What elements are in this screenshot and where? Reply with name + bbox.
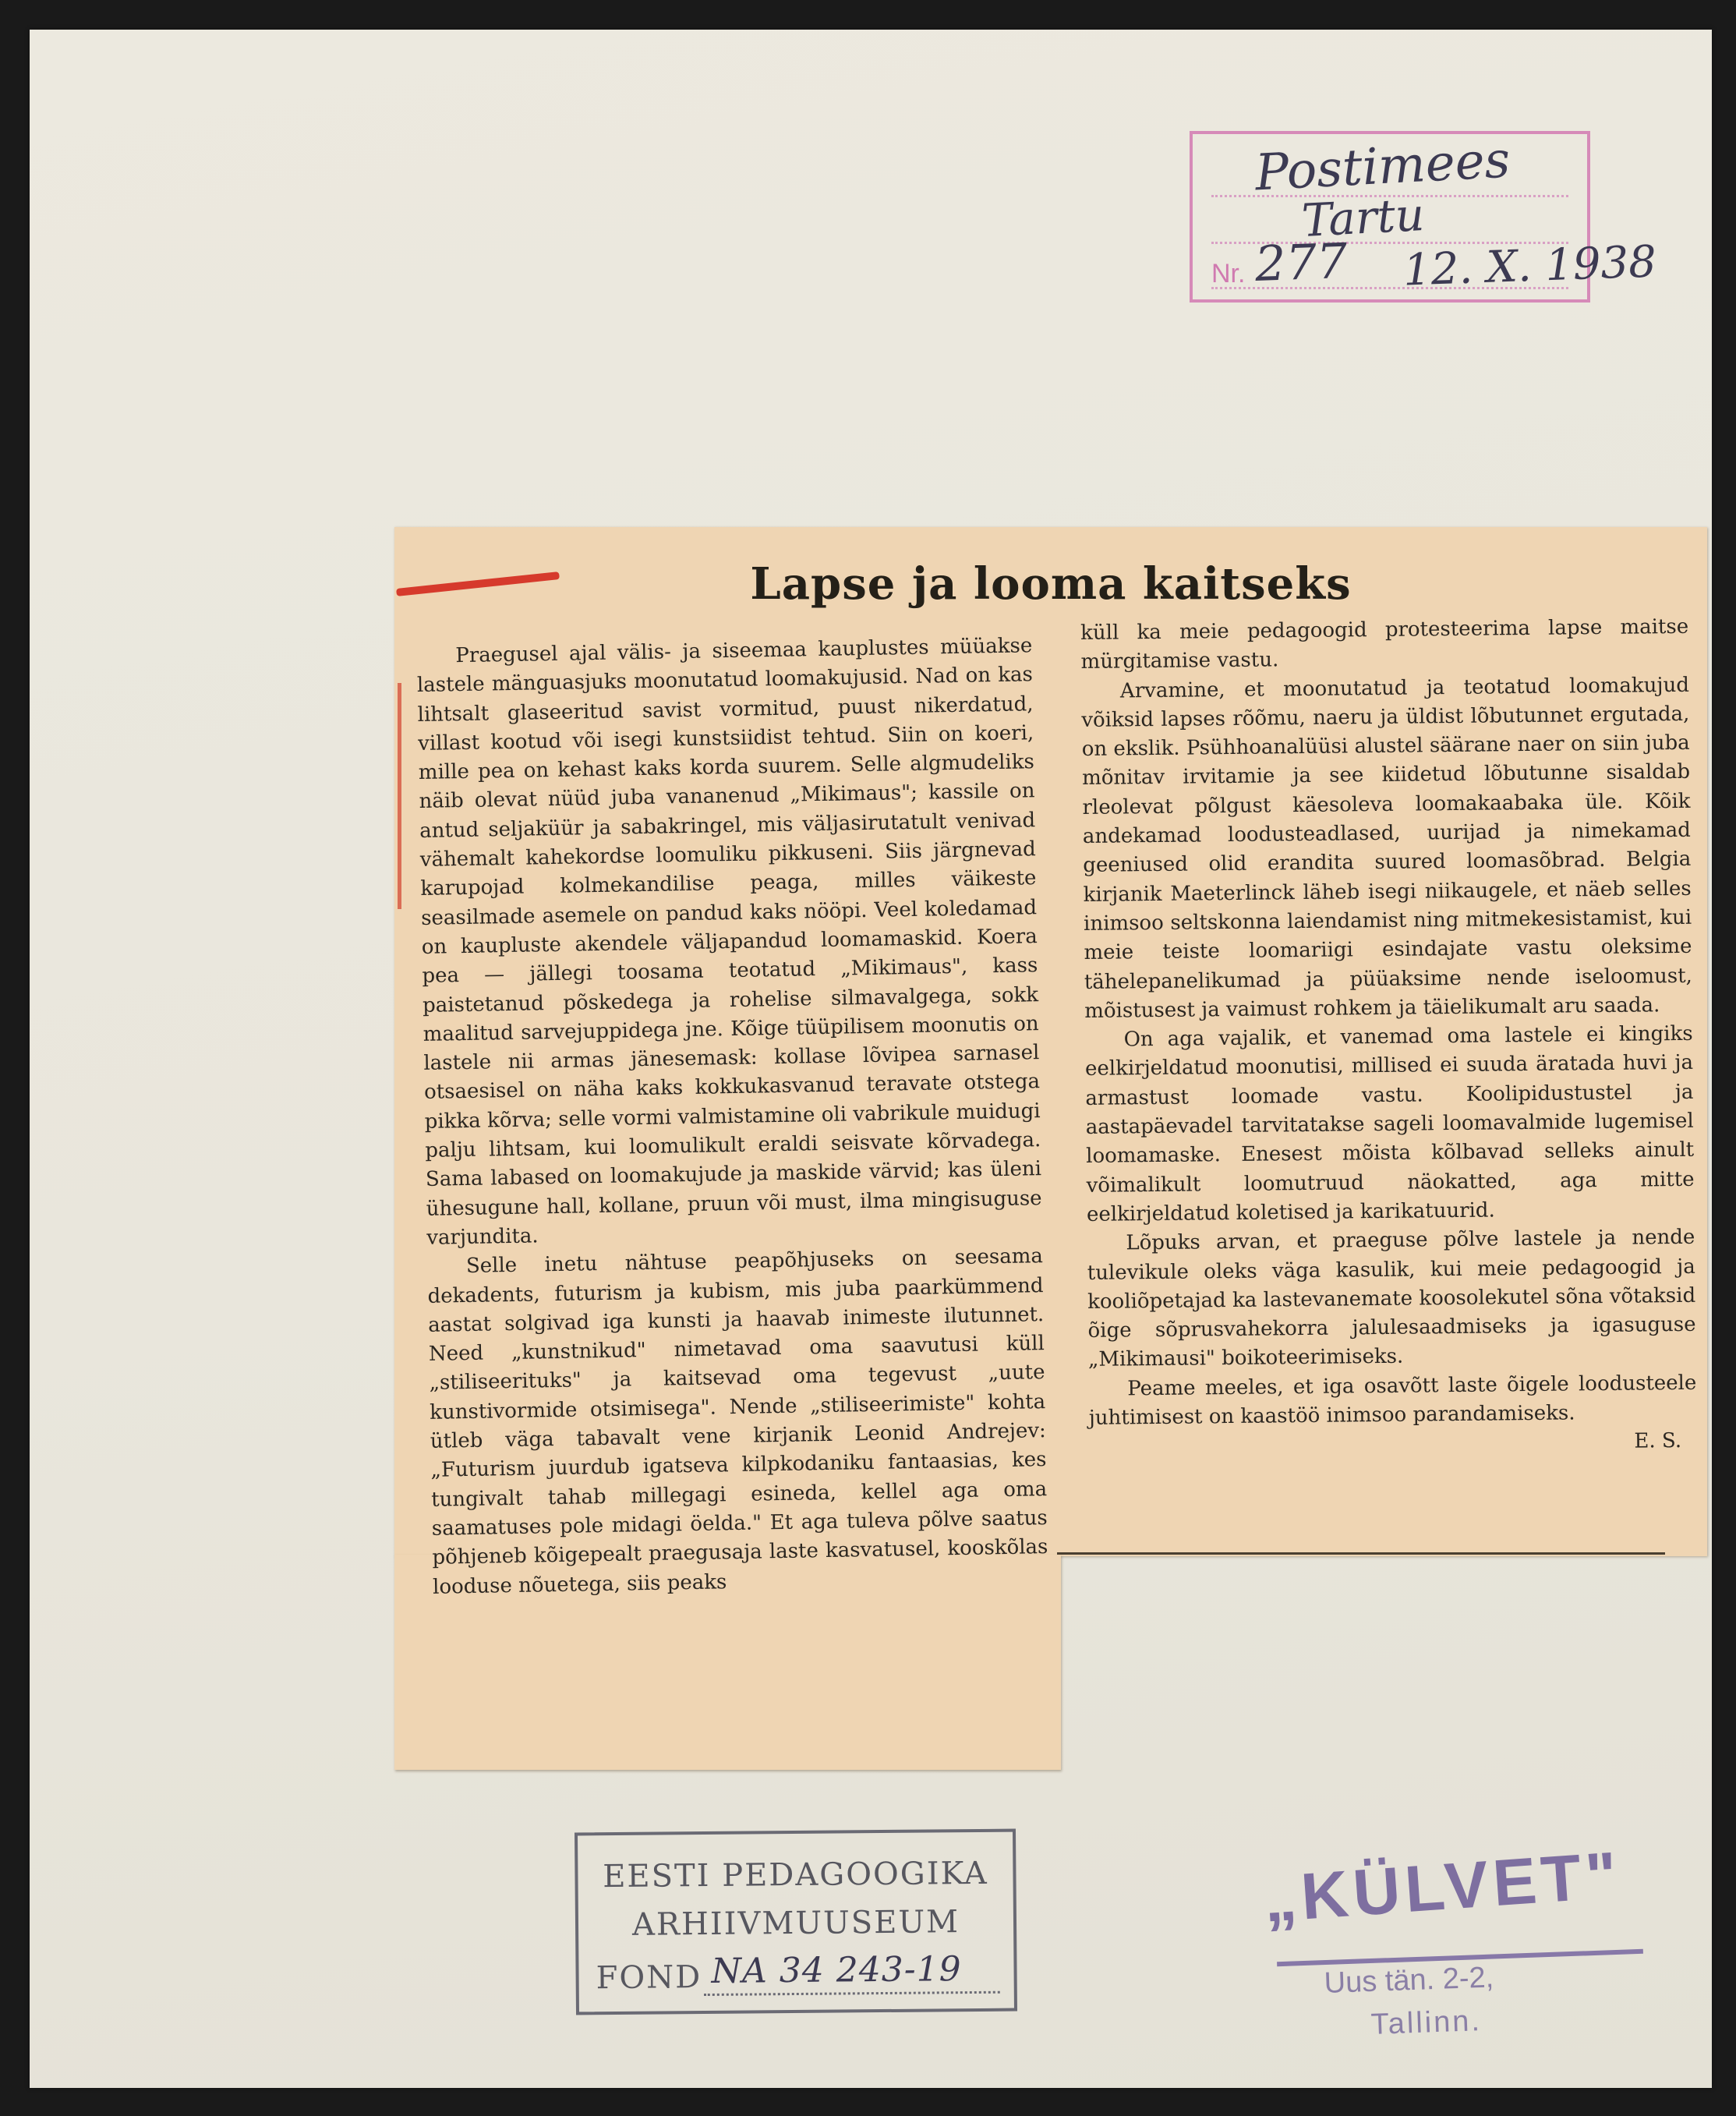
stamp-line1: EESTI PEDAGOOGIKA xyxy=(603,1855,988,1895)
article-paragraph: küll ka meie pedagoogid protesteerima lapse maitse mürgitamise vastu. xyxy=(1080,614,1689,674)
handwritten-number: 277 xyxy=(1253,232,1349,293)
article-signature: E. S. xyxy=(1634,1429,1682,1453)
archive-sheet xyxy=(30,30,1712,2088)
handwritten-newspaper: Postimees xyxy=(1253,131,1512,203)
fond-dotted-line xyxy=(704,1991,1000,1996)
article-paragraph: Peame meeles, et iga osavõtt laste õigele loodusteele juhtimisest on kaastöö inimsoo parandamiseks. xyxy=(1088,1371,1697,1430)
column-end-rule xyxy=(1057,1552,1665,1555)
fond-value: NA 34 243-19 xyxy=(711,1949,962,1991)
pink-archive-stamp xyxy=(1190,131,1657,303)
article-title: Lapse ja looma kaitseks xyxy=(750,558,1352,610)
newspaper-clipping xyxy=(394,527,1707,1770)
red-margin-line xyxy=(398,683,401,909)
museum-archive-stamp xyxy=(575,1829,1017,2015)
fond-label: FOND xyxy=(596,1959,702,1997)
kulvet-stamp-city: Tallinn. xyxy=(1370,2005,1483,2041)
article-paragraph: Lõpuks arvan, et praeguse põlve lastele ja nende tulevikule oleks väga kasulik, kui meie pedagoogid ja kooliõpetajad ka lastevanemate koosolekutel sõna võtaksid õige sõprusvahekorra jalulesaadmiseks ja igasuguse „Mikimausi" boikoteerimiseks. xyxy=(1087,1226,1696,1372)
stamp-line2: ARHIIVMUUSEUM xyxy=(631,1904,960,1943)
handwritten-city: Tartu xyxy=(1300,187,1426,248)
kulvet-stamp-address: Uus tän. 2-2, xyxy=(1324,1961,1494,2000)
article-paragraph: Arvamine, et moonutatud ja teotatud loomakujud võiksid lapses rõõmu, naeru ja üldist lõbutunnet ergutada, on ekslik. Psühhoanalüüsi alustel säärane naer on siin juba mõnitav irvitamie ja see kiidetud lõbutunne sisaldab rleolevat põlgust käesoleva loomakaabaka üle. Kõik andekamad loodusteadlased, uurijad ja nimekamad geeniused olid erandita suured loomasõbrad. Belgia kirjanik Maeterlinck läheb isegi niikaugele, et näeb selles inimsoo seltskonna laiendamist ning mitmekesistamist, kui meie teiste loomariigi esindajate vastu oleksime tähelepanelikumad ja püüaksime nende iseloomust, mõistusest ja vaimust rohkem ja täielikumalt aru saada. xyxy=(1081,673,1692,1023)
article-right-column xyxy=(1080,613,1698,1539)
stamp-nr-prefix: Nr. xyxy=(1211,259,1246,288)
article-paragraph: Selle inetu nähtuse peapõhjuseks on seesama dekadents, futurism ja kubism, mis juba paarkümmend aastat solgivad iga kunsti ja haavab inimeste ilutunnet. Need „kunstnikud" nimetavad oma saavutusi küll „stiliseerituks" ja kaitsevad oma tegevust „uute kunstivormide otsimisega". Nende „stiliseerimiste" kohta ütleb väga tabavalt vene kirjanik Leonid Andrejev: „Futurism juurdub igatseva kilpkodaniku fantaasias, kes tungivalt tahab millegagi esineda, kellel aga oma saamatuses pole midagi öelda." Et aga tuleva põlve saatus põhjeneb kõigepealt praegusaja laste kasvatusel, kooskõlas looduse nõuetega, siis peaks xyxy=(427,1244,1048,1599)
article-paragraph: On aga vajalik, et vanemad oma lastele ei kingiks eelkirjeldatud moonutisi, millised ei suuda äratada huvi ja armastust loomade vastu. Koolipidustustel ja aastapäevadel tarvitatakse sageli loomavalmide lugemisel loomamaske. Enesest mõista kõlbavad selleks ainult võimalikult loomutruud näokatted, aga mitte eelkirjeldatud koletised ja karikatuurid. xyxy=(1084,1021,1695,1226)
article-left-column xyxy=(416,632,1052,1750)
kulvet-stamp-name: „KÜLVET" xyxy=(1261,1837,1625,1936)
article-paragraph: Praegusel ajal välis- ja siseemaa kauplustes müüakse lastele mänguasjuks moonutatud loomakujusid. Nad on kas lihtsalt glaseeritud savist vormitud, puust nikerdatud, villast kootud või isegi kunstsiidist tehtud. Siin on koeri, mille pea on kehast kaks korda suurem. Selle algmudeliks näib olevat nüüd juba vananenud „Mikimaus"; kassile on antud seljaküür ja sabakringel, mis väljasirutatult venivad vähemalt kahekordse loomuliku pikkuseni. Siis järgnevad karupojad kolmekandilise peaga, milles väikeste seasilmade asemele on pandud kaks nööpi. Veel koledamad on kaupluste akendele väljapandud loomamaskid. Koera pea — jällegi toosama teotatud „Mikimaus", kass paistetanud põskedega ja rohelise silmavalgega, sokk maalitud sarvejuppidega jne. Kõige tüüpilisem moonutis on lastele nii armas jänesemask: kollase lõvipea sarnasel otsaesisel on näha kaks kokkukasvanud teravate otstega pikka kõrva; selle vormi valmistamine oli vabrikule muidugi palju lihtsam, kui loomulikult eraldi seisvate kõrvadega. Sama labased on loomakujude ja maskide värvid; kas üleni ühesugune hall, kollane, pruun või must, ilma mingisuguse varjundita. xyxy=(416,634,1042,1250)
handwritten-date: 12. X. 1938 xyxy=(1402,236,1657,296)
